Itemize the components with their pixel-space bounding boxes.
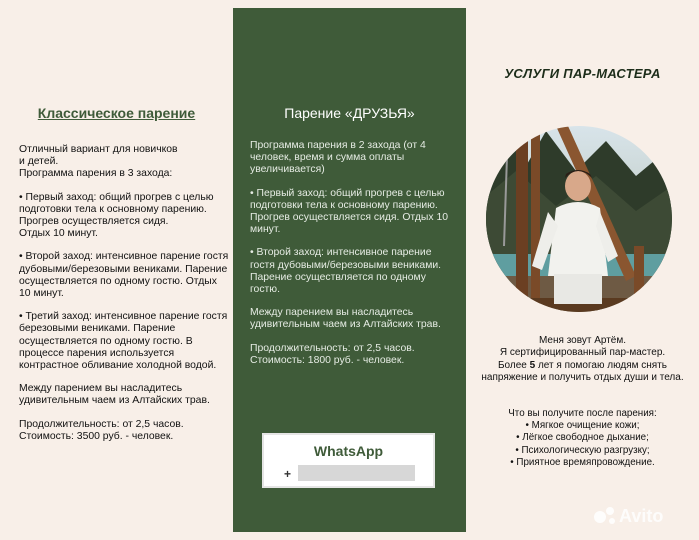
master-title: УСЛУГИ ПАР-МАСТЕРА (504, 66, 661, 81)
master-bio (474, 335, 691, 385)
classic-title: Классическое парение (37, 105, 196, 121)
bio-line (474, 360, 691, 385)
avito-watermark (592, 503, 692, 527)
bio-text: Более (497, 359, 530, 371)
avito-logo-icon (592, 503, 692, 527)
classic-text (19, 144, 229, 454)
master-panel (466, 8, 699, 532)
friends-paragraph: Программа парения в 2 захода (от 4 человек, время и сумма оплаты увеличивается) (250, 140, 426, 176)
classic-paragraph: Отличный вариант для новичков и детей. Программа парения в 3 захода: (19, 144, 178, 180)
classic-paragraph: • Первый заход: общий прогрев с целью подготовки тела к основному парению. Прогрев осуществляется сидя. Отдых 10 минут. (19, 191, 214, 240)
friends-paragraph: • Второй заход: интенсивное парение гостя дубовыми/березовыми вениками. Парение осуществляется по одному гостю. (250, 247, 442, 296)
whatsapp-contact-box[interactable] (262, 433, 435, 488)
whatsapp-label: WhatsApp (313, 443, 384, 459)
benefit-item: • Лёгкое свободное дыхание; (516, 432, 649, 444)
benefits-title: Что вы получите после парения: (508, 408, 657, 419)
friends-paragraph: Продолжительность: от 2,5 часов. Стоимость: 1800 руб. - человек. (250, 342, 415, 366)
benefit-item: • Приятное времяпровождение. (510, 456, 655, 468)
blurred-phone-number (298, 465, 415, 481)
friends-paragraph: Между парением вы насладитесь удивительным чаем из Алтайских трав. (250, 307, 441, 331)
friends-title: Парение «ДРУЗЬЯ» (284, 105, 415, 121)
friends-paragraph: • Первый заход: общий прогрев с целью подготовки тела к основному парению. Прогрев осуществляется сидя. Отдых 10 минут. (250, 187, 448, 236)
classic-paragraph: • Третий заход: интенсивное парение гостя березовыми вениками. Парение осуществляется по одному гостю. В процессе парения используется контрастное обливание холодной водой. (19, 311, 228, 372)
benefit-item: • Психологическую разгрузку; (515, 444, 650, 456)
bio-text: лет я помогаю людям снять напряжение и получить отдых души и тела. (481, 359, 684, 384)
avito-wordmark: Avito (619, 506, 664, 526)
classic-paragraph: Между парением вы насладитесь удивительным чаем из Алтайских трав. (19, 383, 210, 407)
benefit-item: • Мягкое очищение кожи; (525, 420, 640, 432)
classic-paragraph: Продолжительность: от 2,5 часов. Стоимость: 3500 руб. - человек. (19, 418, 184, 442)
classic-panel (0, 8, 233, 532)
friends-panel (233, 8, 466, 532)
master-photo-illustration (486, 126, 672, 312)
bio-line: Меня зовут Артём. (538, 335, 626, 346)
master-photo (486, 126, 672, 312)
friends-text (250, 140, 450, 378)
benefits-list (474, 408, 691, 469)
bio-years: 5 (529, 359, 536, 371)
phone-plus-sign: + (284, 467, 292, 481)
classic-paragraph: • Второй заход: интенсивное парение гостя дубовыми/березовыми вениками. Парение осуществляется по одному гостю. Отдых 10 минут. (19, 251, 229, 300)
bio-line: Я сертифицированный пар-мастер. (499, 347, 666, 359)
